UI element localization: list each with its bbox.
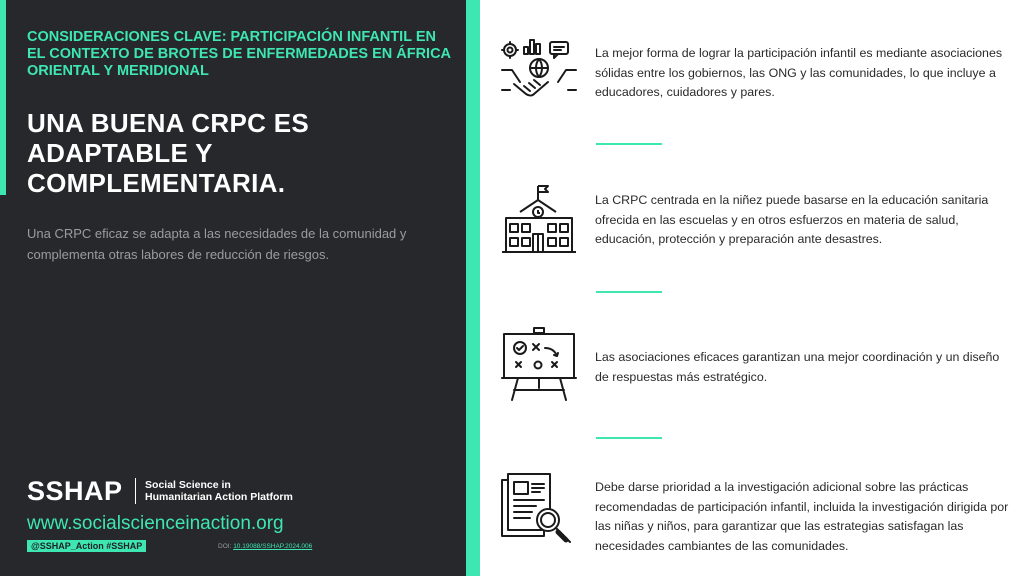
logo-wordmark: SSHAP — [27, 475, 123, 506]
logo-divider — [135, 478, 137, 504]
intro-text: Una CRPC eficaz se adapta a las necesidades de la comunidad y complementa otras labores de reducción de riesgos. — [27, 226, 407, 262]
separator-line — [596, 291, 662, 293]
partnership-handshake-icon — [500, 38, 578, 116]
research-document-icon — [500, 472, 578, 550]
website-link[interactable]: www.socialscienceinaction.org — [27, 513, 284, 534]
social-handle-badge[interactable]: @SSHAP_Action #SSHAP — [27, 540, 146, 552]
doi-reference — [218, 543, 312, 550]
school-building-icon — [500, 184, 578, 262]
doi-label: DOI: — [218, 543, 232, 550]
separator-line — [596, 437, 662, 439]
brand-logo[interactable] — [27, 476, 293, 506]
left-accent-bar — [0, 0, 6, 195]
page-title: UNA BUENA CRPC ES ADAPTABLE Y COMPLEMENTARIA. — [27, 108, 309, 198]
doi-link[interactable]: 10.19088/SSHAP.2024.006 — [233, 543, 313, 550]
strategy-board-icon — [500, 326, 578, 404]
key-point-text: La CRPC centrada en la niñez puede basarse en la educación sanitaria ofrecida en las escuelas y en otros esfuerzos en materia de salud, educación, protección y preparación ante desastres. — [595, 193, 989, 246]
logo-subtitle: Social Science in Humanitarian Action Platform — [145, 479, 293, 503]
separator-line — [596, 143, 662, 145]
key-point-text: Debe darse prioridad a la investigación adicional sobre las prácticas recomendadas de participación infantil, incluida la investigación dirigida por las niñas y niños, para garantizar que las estrategias satisfagan las necesidades cambiantes de las comunidades. — [595, 480, 1009, 553]
key-point-text: Las asociaciones eficaces garantizan una mejor coordinación y un diseño de respuestas más estratégico. — [595, 350, 1000, 384]
section-kicker: CONSIDERACIONES CLAVE: PARTICIPACIÓN INFANTIL EN EL CONTEXTO DE BROTES DE ENFERMEDADES EN ÁFRICA ORIENTAL Y MERIDIONAL — [27, 29, 451, 79]
panel-divider-bar — [466, 0, 480, 576]
key-point-text: La mejor forma de lograr la participación infantil es mediante asociaciones sólidas entre los gobiernos, las ONG y las comunidades, lo que incluye a educadores, cuidadores y pares. — [595, 46, 1003, 99]
